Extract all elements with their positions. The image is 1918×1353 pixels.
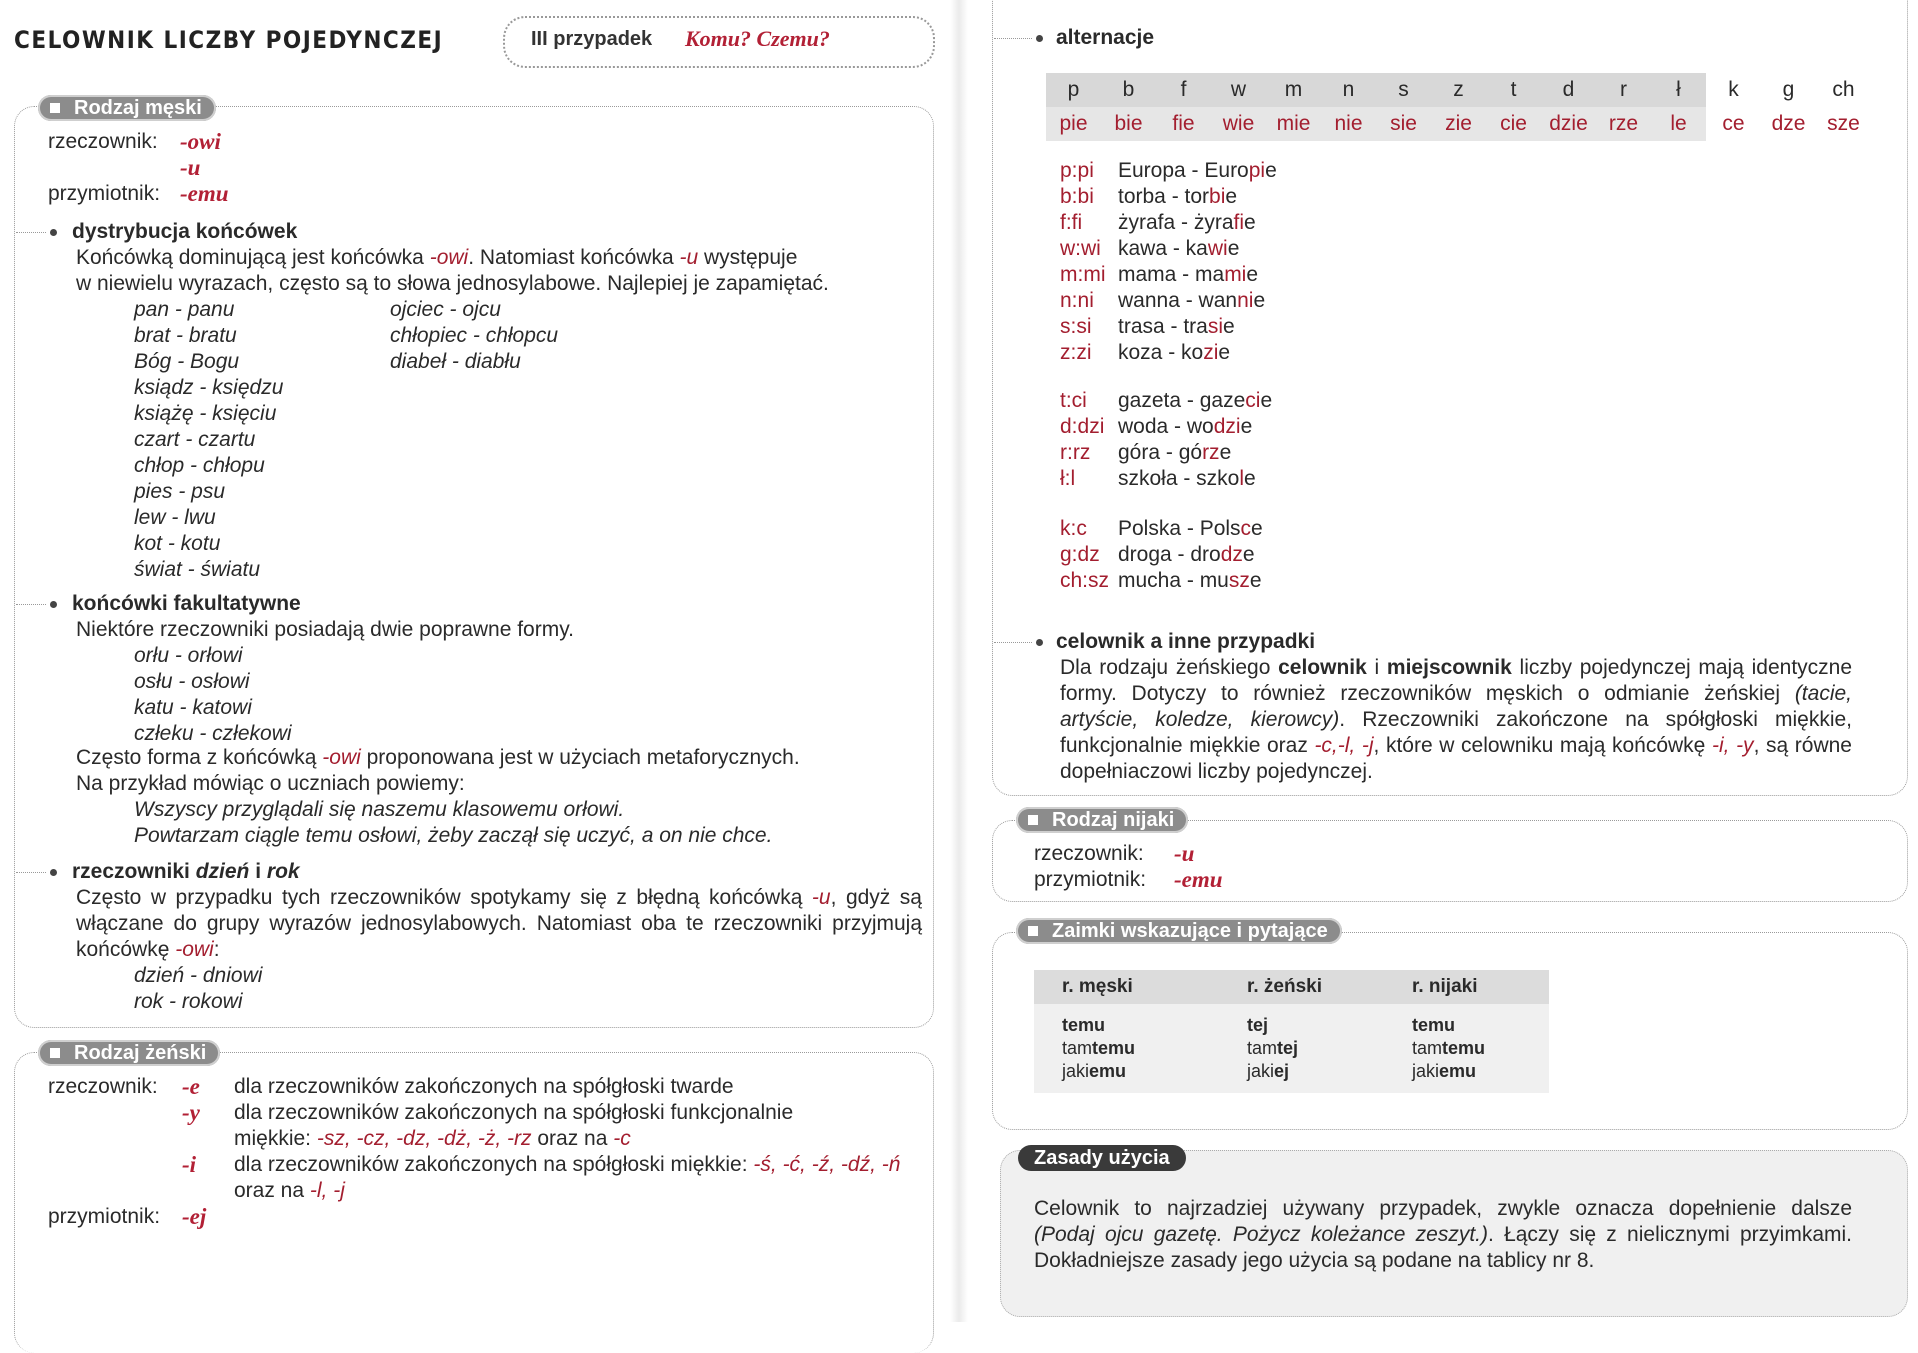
alternation-example (1118, 516, 1263, 542)
example-alternated: fi (1233, 211, 1245, 234)
alternation-ending: sze (1827, 112, 1860, 135)
example-base: woda - wo (1118, 415, 1214, 438)
example-alternated: pi (1248, 159, 1266, 182)
fem-ending-i: -i (182, 1152, 197, 1177)
example-pair: Bóg - Bogu (134, 350, 240, 373)
example-ending: e (1249, 569, 1262, 592)
alternation-ending: nie (1321, 107, 1376, 141)
other-cases-text-2: formy. Dotyczy to również rzeczowników męskich o odmianie żeńskiej (tacie, (1060, 682, 1852, 705)
alternation-example (1118, 236, 1239, 262)
masculine-header: Rodzaj męski (38, 95, 216, 121)
alternation-pair: d:dzi (1060, 415, 1105, 438)
usage-text-3: Dokładniejsze zasady jego użycia są podane na tablicy nr 8. (1034, 1249, 1595, 1272)
alternation-example (1118, 340, 1230, 366)
example-pair: kot - kotu (134, 532, 221, 555)
pronoun-prefix: tam (1412, 1038, 1443, 1058)
example-alternated: mi (1224, 263, 1247, 286)
example-ending: e (1246, 263, 1259, 286)
alternation-consonant: s (1376, 73, 1431, 107)
example-base: szkoła - szko (1118, 467, 1240, 490)
masc-adj-ending: -emu (180, 181, 229, 206)
alternation-example (1118, 568, 1262, 594)
other-cases-text-4: funkcjonalnie miękkie oraz -c,-l, -j, które w celowniku mają końcówkę -i, -y, są równe (1060, 734, 1852, 757)
optional-heading: końcówki fakultatywne (72, 592, 301, 615)
neut-adj-label: przymiotnik: (1034, 868, 1147, 891)
alternation-example (1118, 414, 1252, 440)
example-ending: e (1265, 159, 1277, 182)
example-pair: chłopiec - chłopcu (390, 324, 559, 347)
distribution-heading: dystrybucja końcówek (72, 220, 298, 243)
usage-text-2: (Podaj ojcu gazetę. Pożycz koleżance zeszyt.). Łączy się z nielicznymi przyimkami. (1034, 1223, 1852, 1246)
example-ending: e (1244, 211, 1256, 234)
case-label: III przypadek (531, 28, 653, 50)
alternation-example (1118, 158, 1277, 184)
pronoun-column (1219, 1004, 1384, 1093)
case-box (503, 16, 935, 68)
other-cases-text-1: Dla rodzaju żeńskiego celownik i miejscownik liczby pojedynczej mają identyczne (1060, 656, 1853, 679)
example-base: torba - tor (1118, 185, 1210, 208)
pronoun-form (1247, 1037, 1384, 1060)
pronoun-prefix: tam (1062, 1038, 1093, 1058)
example-pair: katu - katowi (134, 696, 252, 719)
example-pair: diabeł - diabłu (390, 350, 521, 373)
alternation-consonant: t (1486, 73, 1541, 107)
example-pair: osłu - osłowi (134, 670, 250, 693)
alternation-consonant: g (1782, 78, 1795, 101)
usage-header: Zasady użycia (1018, 1145, 1186, 1171)
dzien-rok-heading: rzeczowniki dzień i rok (72, 860, 300, 883)
example-ending: e (1242, 543, 1255, 566)
fem-ending-y-desc-2: miękkie: -sz, -cz, -dz, -dż, -ż, -rz oraz na -c (234, 1127, 631, 1150)
pronoun-ending: temu (1092, 1038, 1136, 1058)
example-alternated: ci (1245, 389, 1261, 412)
alternation-ending: wie (1211, 107, 1266, 141)
distribution-text-1: Końcówką dominującą jest końcówka -owi. Natomiast końcówka -u występuje (76, 246, 798, 269)
dzien-rok-text-3: końcówkę -owi: (76, 938, 220, 961)
pronoun-column (1384, 1004, 1549, 1093)
pronoun-ending: emu (1089, 1061, 1127, 1081)
alternation-consonant: m (1266, 73, 1321, 107)
neut-adj-ending: -emu (1174, 867, 1223, 892)
pronoun-form (1412, 1014, 1549, 1037)
page-title: CELOWNIK LICZBY POJEDYNCZEJ (14, 26, 444, 54)
alternation-consonant: b (1101, 73, 1156, 107)
example-base: kawa - ka (1118, 237, 1208, 260)
example-pair: chłop - chłopu (134, 454, 265, 477)
example-alternated: sz (1228, 569, 1250, 592)
alternation-example (1118, 388, 1272, 414)
example-pair: brat - bratu (134, 324, 237, 347)
alternation-ending: pie (1046, 107, 1101, 141)
example-ending: e (1218, 341, 1231, 364)
alternation-example (1118, 542, 1255, 568)
pronoun-form (1062, 1014, 1219, 1037)
alternation-ending: zie (1431, 107, 1486, 141)
example-ending: e (1227, 237, 1240, 260)
alternation-consonant: z (1431, 73, 1486, 107)
pronouns-header: Zaimki wskazujące i pytające (1016, 918, 1342, 944)
alternation-consonant: p (1046, 73, 1101, 107)
pronoun-prefix: jaki (1412, 1061, 1440, 1081)
alternation-ending: fie (1156, 107, 1211, 141)
example-ending: e (1223, 315, 1235, 338)
alternation-consonant: f (1156, 73, 1211, 107)
example-base: mama - ma (1118, 263, 1225, 286)
pronoun-ending: tej (1247, 1015, 1269, 1035)
example-pair: człeku - człekowi (134, 722, 292, 745)
alternation-consonant: k (1728, 78, 1739, 101)
square-icon (1028, 926, 1038, 936)
pronoun-ending: temu (1442, 1038, 1486, 1058)
alternation-example (1118, 262, 1258, 288)
bullet-icon (50, 601, 57, 608)
example-alternated: bi (1209, 185, 1226, 208)
fem-ending-e: -e (182, 1074, 200, 1099)
example-base: Europa - Euro (1118, 159, 1249, 182)
dzien-example: dzień - dniowi (134, 964, 263, 987)
alternation-consonant: w (1211, 73, 1266, 107)
neuter-header: Rodzaj nijaki (1016, 807, 1188, 833)
example-pair: lew - lwu (134, 506, 216, 529)
alternation-pair: b:bi (1060, 185, 1094, 208)
example-alternated: dzi (1213, 415, 1241, 438)
example-pair: ojciec - ojcu (390, 298, 501, 321)
bullet-icon (1036, 639, 1043, 646)
example-ending: e (1240, 415, 1253, 438)
alternation-ending: ce (1722, 112, 1745, 135)
pronoun-ending: temu (1062, 1015, 1106, 1035)
example-alternated: c (1240, 517, 1252, 540)
alternation-example (1118, 184, 1237, 210)
masc-noun-label: rzeczownik: (48, 130, 158, 153)
example-base: Polska - Pols (1118, 517, 1241, 540)
example-ending: e (1244, 467, 1256, 490)
fem-ending-i-desc-1: dla rzeczowników zakończonych na spółgłoski miękkie: -ś, -ć, -ź, -dź, -ń (234, 1153, 901, 1176)
bullet-icon (1036, 35, 1043, 42)
example-base: góra - gó (1118, 441, 1203, 464)
alternation-pair: k:c (1060, 517, 1087, 540)
alternation-pair: w:wi (1060, 237, 1101, 260)
alternation-pair: p:pi (1060, 159, 1094, 182)
pronoun-column-header: r. żeński (1219, 970, 1384, 1004)
example-alternated: zi (1203, 341, 1219, 364)
example-pair: ksiądz - księdzu (134, 376, 284, 399)
pronoun-form (1062, 1060, 1219, 1083)
example-pair: pies - psu (134, 480, 226, 503)
optional-text-1: Często forma z końcówką -owi proponowana jest w użyciach metaforycznych. (76, 746, 800, 769)
alternation-example (1118, 210, 1256, 236)
example-pair: czart - czartu (134, 428, 256, 451)
alternation-pair: n:ni (1060, 289, 1094, 312)
case-questions: Komu? Czemu? (685, 26, 830, 51)
alternation-pair: m:mi (1060, 263, 1106, 286)
alternation-consonant: d (1541, 73, 1596, 107)
fem-adj-ending: -ej (182, 1204, 207, 1229)
square-icon (1028, 815, 1038, 825)
dzien-rok-text-1: Często w przypadku tych rzeczowników spotykamy się z błędną końcówką -u, gdyż są (76, 886, 922, 909)
square-icon (50, 1048, 60, 1058)
pronoun-form (1247, 1014, 1384, 1037)
page-gutter (950, 0, 968, 1322)
alternation-ending: dzie (1541, 107, 1596, 141)
alternation-example (1118, 314, 1235, 340)
example-ending: e (1219, 441, 1232, 464)
alternation-consonant: ch (1832, 78, 1855, 101)
pronoun-prefix: tam (1247, 1038, 1278, 1058)
alternation-ending: dze (1771, 112, 1806, 135)
alternation-ending: le (1651, 107, 1706, 141)
fem-ending-e-desc: dla rzeczowników zakończonych na spółgłoski twarde (234, 1075, 734, 1098)
alternation-consonant: ł (1651, 73, 1706, 107)
pronoun-prefix: jaki (1247, 1061, 1275, 1081)
alternation-pair: r:rz (1060, 441, 1091, 464)
masc-noun-ending-owi: -owi (180, 129, 221, 154)
example-pair: pan - panu (134, 298, 235, 321)
pronoun-ending: ej (1274, 1061, 1290, 1081)
dzien-rok-text-2: włączane do grupy wyrazów jednosylabowych. Natomiast oba te rzeczowniki przyjmują (76, 912, 922, 935)
example-base: droga - dro (1118, 543, 1221, 566)
example-alternated: ni (1237, 289, 1254, 312)
pronoun-form (1412, 1060, 1549, 1083)
alternation-example (1118, 440, 1231, 466)
pronouns-table (1034, 970, 1549, 1093)
example-base: gazeta - gaze (1118, 389, 1246, 412)
neut-noun-label: rzeczownik: (1034, 842, 1144, 865)
example-alternated: dz (1220, 543, 1243, 566)
example-base: trasa - tra (1118, 315, 1208, 338)
distribution-text-2: w niewielu wyrazach, często są to słowa jednosylabowe. Najlepiej je zapamiętać. (76, 272, 829, 295)
example-ending: e (1225, 185, 1238, 208)
other-cases-heading: celownik a inne przypadki (1056, 630, 1316, 653)
usage-text-1: Celownik to najrzadziej używany przypadek, zwykle oznacza dopełnienie dalsze (1034, 1197, 1852, 1220)
optional-example-sentence-2: Powtarzam ciągle temu osłowi, żeby zaczął się uczyć, a on nie chce. (134, 824, 773, 847)
alternation-pair: f:fi (1060, 211, 1083, 234)
rok-example: rok - rokowi (134, 990, 243, 1013)
square-icon (50, 103, 60, 113)
example-pair: świat - światu (134, 558, 261, 581)
masc-adj-label: przymiotnik: (48, 182, 161, 205)
pronoun-ending: tej (1277, 1038, 1299, 1058)
example-alternated: wi (1207, 237, 1228, 260)
alternation-ending: bie (1101, 107, 1156, 141)
example-pair: książę - księciu (134, 402, 277, 425)
example-base: mucha - mu (1118, 569, 1229, 592)
bullet-icon (50, 229, 57, 236)
pronoun-column-header: r. nijaki (1384, 970, 1549, 1004)
fem-ending-y: -y (182, 1100, 200, 1125)
alternations-table (1046, 73, 1871, 141)
other-cases-text-3: artyście, koledze, kierowcy). Rzeczowniki zakończone na spółgłoski miękkie, (1060, 708, 1853, 731)
alternation-pair: g:dz (1060, 543, 1100, 566)
pronoun-column-header: r. męski (1034, 970, 1219, 1004)
bullet-icon (50, 869, 57, 876)
fem-noun-label: rzeczownik: (48, 1075, 158, 1098)
optional-intro: Niektóre rzeczowniki posiadają dwie poprawne formy. (76, 618, 575, 641)
fem-ending-i-desc-2: oraz na -l, -j (234, 1179, 345, 1202)
alternation-consonant: n (1321, 73, 1376, 107)
optional-example-sentence-1: Wszyscy przyglądali się naszemu klasowemu orłowi. (134, 798, 625, 821)
alternation-pair: s:si (1060, 315, 1092, 338)
example-alternated: l (1239, 467, 1245, 490)
alternations-heading: alternacje (1056, 26, 1155, 49)
example-ending: e (1260, 389, 1273, 412)
optional-text-2: Na przykład mówiąc o uczniach powiemy: (76, 772, 465, 795)
pronoun-column (1034, 1004, 1219, 1093)
alternation-pair: z:zi (1060, 341, 1092, 364)
example-alternated: si (1207, 315, 1224, 338)
masc-noun-ending-u: -u (180, 155, 201, 180)
pronoun-ending: temu (1412, 1015, 1456, 1035)
alternation-ending: mie (1266, 107, 1321, 141)
example-alternated: rz (1202, 441, 1220, 464)
fem-adj-label: przymiotnik: (48, 1205, 161, 1228)
other-cases-text-5: dopełniaczowi liczby pojedynczej. (1060, 760, 1373, 783)
pronoun-form (1412, 1037, 1549, 1060)
alternation-ending: rze (1596, 107, 1651, 141)
example-pair: orłu - orłowi (134, 644, 243, 667)
example-base: żyrafa - żyra (1118, 211, 1234, 234)
example-base: wanna - wan (1118, 289, 1238, 312)
alternation-pair: t:ci (1060, 389, 1087, 412)
example-ending: e (1253, 289, 1266, 312)
alternation-pair: ł:l (1060, 467, 1076, 490)
fem-ending-y-desc-1: dla rzeczowników zakończonych na spółgłoski funkcjonalnie (234, 1101, 794, 1124)
pronoun-form (1247, 1060, 1384, 1083)
neut-noun-ending: -u (1174, 841, 1195, 866)
alternation-example (1118, 466, 1256, 492)
feminine-header: Rodzaj żeński (38, 1040, 220, 1066)
pronoun-ending: emu (1439, 1061, 1477, 1081)
example-base: koza - ko (1118, 341, 1204, 364)
example-ending: e (1251, 517, 1263, 540)
pronoun-form (1062, 1037, 1219, 1060)
alternation-ending: cie (1486, 107, 1541, 141)
alternation-consonant: r (1596, 73, 1651, 107)
pronoun-prefix: jaki (1062, 1061, 1090, 1081)
alternation-example (1118, 288, 1265, 314)
alternation-ending: sie (1376, 107, 1431, 141)
alternation-pair: ch:sz (1060, 569, 1110, 592)
